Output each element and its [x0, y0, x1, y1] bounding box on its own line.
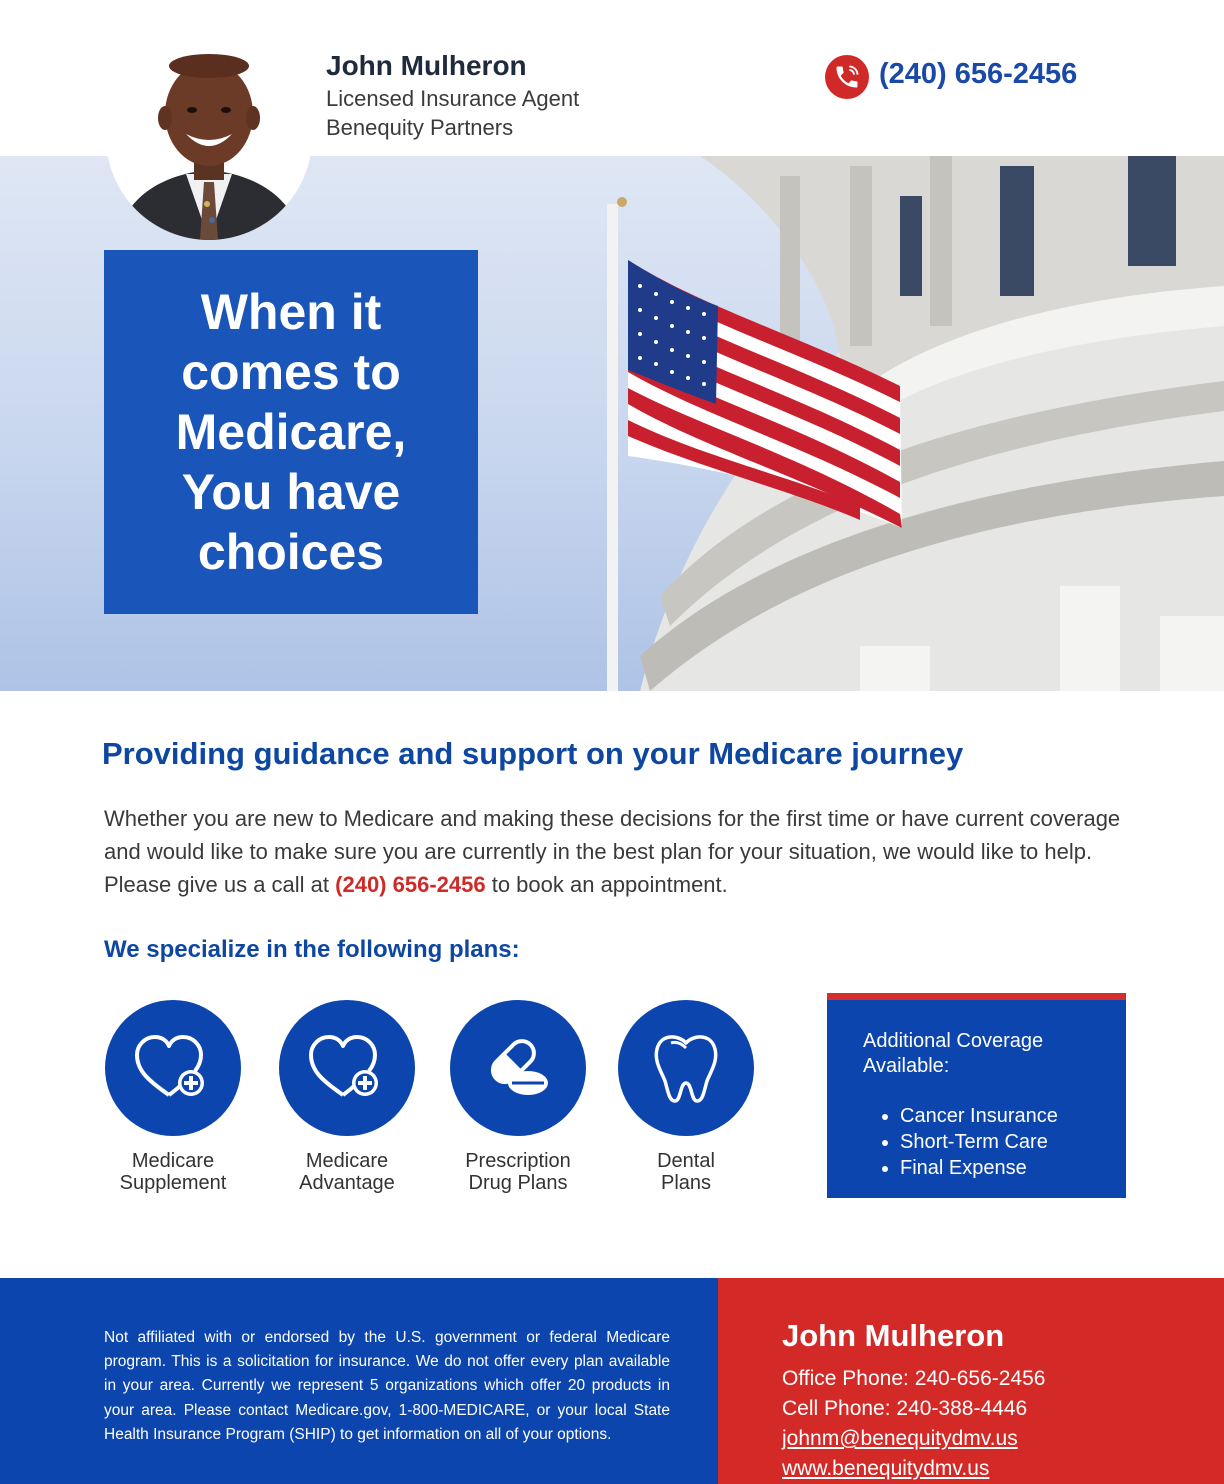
hero-headline: When it comes to Medicare, You have choices [175, 284, 407, 580]
intro-text-end: to book an appointment. [485, 872, 728, 897]
plan-medicare-supplement [88, 1000, 258, 1194]
cell-phone[interactable]: Cell Phone: 240-388-4446 [782, 1397, 1028, 1420]
coverage-item: • Short-Term Care [900, 1129, 1126, 1155]
footer-disclaimer-panel [0, 1278, 718, 1484]
plan-label-line2: Plans [660, 1172, 712, 1194]
plan-label-line1: Medicare [305, 1150, 389, 1172]
plan-label-line2: Supplement [119, 1172, 227, 1194]
office-phone[interactable]: Office Phone: 240-656-2456 [782, 1367, 1046, 1390]
footer-contact-panel [718, 1278, 1224, 1484]
agent-name: John Mulheron [326, 50, 527, 81]
agent-company: Benequity Partners [326, 115, 514, 140]
intro-paragraph [104, 802, 1124, 901]
section-title: Providing guidance and support on your Medicare journey [102, 736, 964, 771]
pills-icon [478, 1033, 558, 1103]
coverage-list [863, 1103, 1126, 1181]
heart-plus-icon [307, 1033, 387, 1103]
plan-label-line2: Advantage [299, 1172, 395, 1194]
plan-dental [601, 1000, 771, 1194]
plan-label-line1: Dental [657, 1150, 715, 1172]
headline-box [104, 250, 478, 614]
email-link[interactable]: johnm@benequitydmv.us [782, 1427, 1018, 1450]
plan-icon-circle [450, 1000, 586, 1136]
plan-prescription-drug [433, 1000, 603, 1194]
plans-title: We specialize in the following plans: [104, 936, 520, 963]
phone-icon [825, 55, 869, 99]
intro-phone-number[interactable]: (240) 656-2456 [335, 872, 486, 897]
plan-icon-circle [105, 1000, 241, 1136]
coverage-title: Additional Coverage Available: [863, 1030, 1044, 1077]
plan-medicare-advantage [262, 1000, 432, 1194]
tooth-icon [651, 1031, 721, 1105]
plan-label-line1: Prescription [465, 1150, 571, 1172]
footer-contact-name: John Mulheron [782, 1318, 1005, 1353]
plan-icon-circle [279, 1000, 415, 1136]
plan-label-line2: Drug Plans [468, 1172, 568, 1194]
intro-text: Whether you are new to Medicare and making these decisions for the first time or have current coverage and would like to make sure you are currently in the best plan for your situation, we would like to help. Please give us a call at [104, 806, 1121, 897]
heart-plus-icon [133, 1033, 213, 1103]
additional-coverage-box [827, 993, 1126, 1198]
plan-label-line1: Medicare [131, 1150, 215, 1172]
plan-icon-circle [618, 1000, 754, 1136]
disclaimer-text: Not affiliated with or endorsed by the U.S. government or federal Medicare program. This is a solicitation for insurance. We do not offer every plan available in your area. Currently we represent 5 organizations which offer 20 products in your area. Please contact Medicare.gov, 1-800-MEDICARE, or your local State Health Insurance Program (SHIP) to get information on all of your options. [104, 1329, 670, 1443]
coverage-item: • Cancer Insurance [900, 1103, 1126, 1129]
agent-photo [106, 34, 312, 240]
website-link[interactable]: www.benequitydmv.us [782, 1457, 990, 1480]
coverage-item: • Final Expense [900, 1155, 1126, 1181]
agent-title: Licensed Insurance Agent [326, 86, 580, 111]
header-phone-number[interactable]: (240) 656-2456 [879, 58, 1078, 90]
